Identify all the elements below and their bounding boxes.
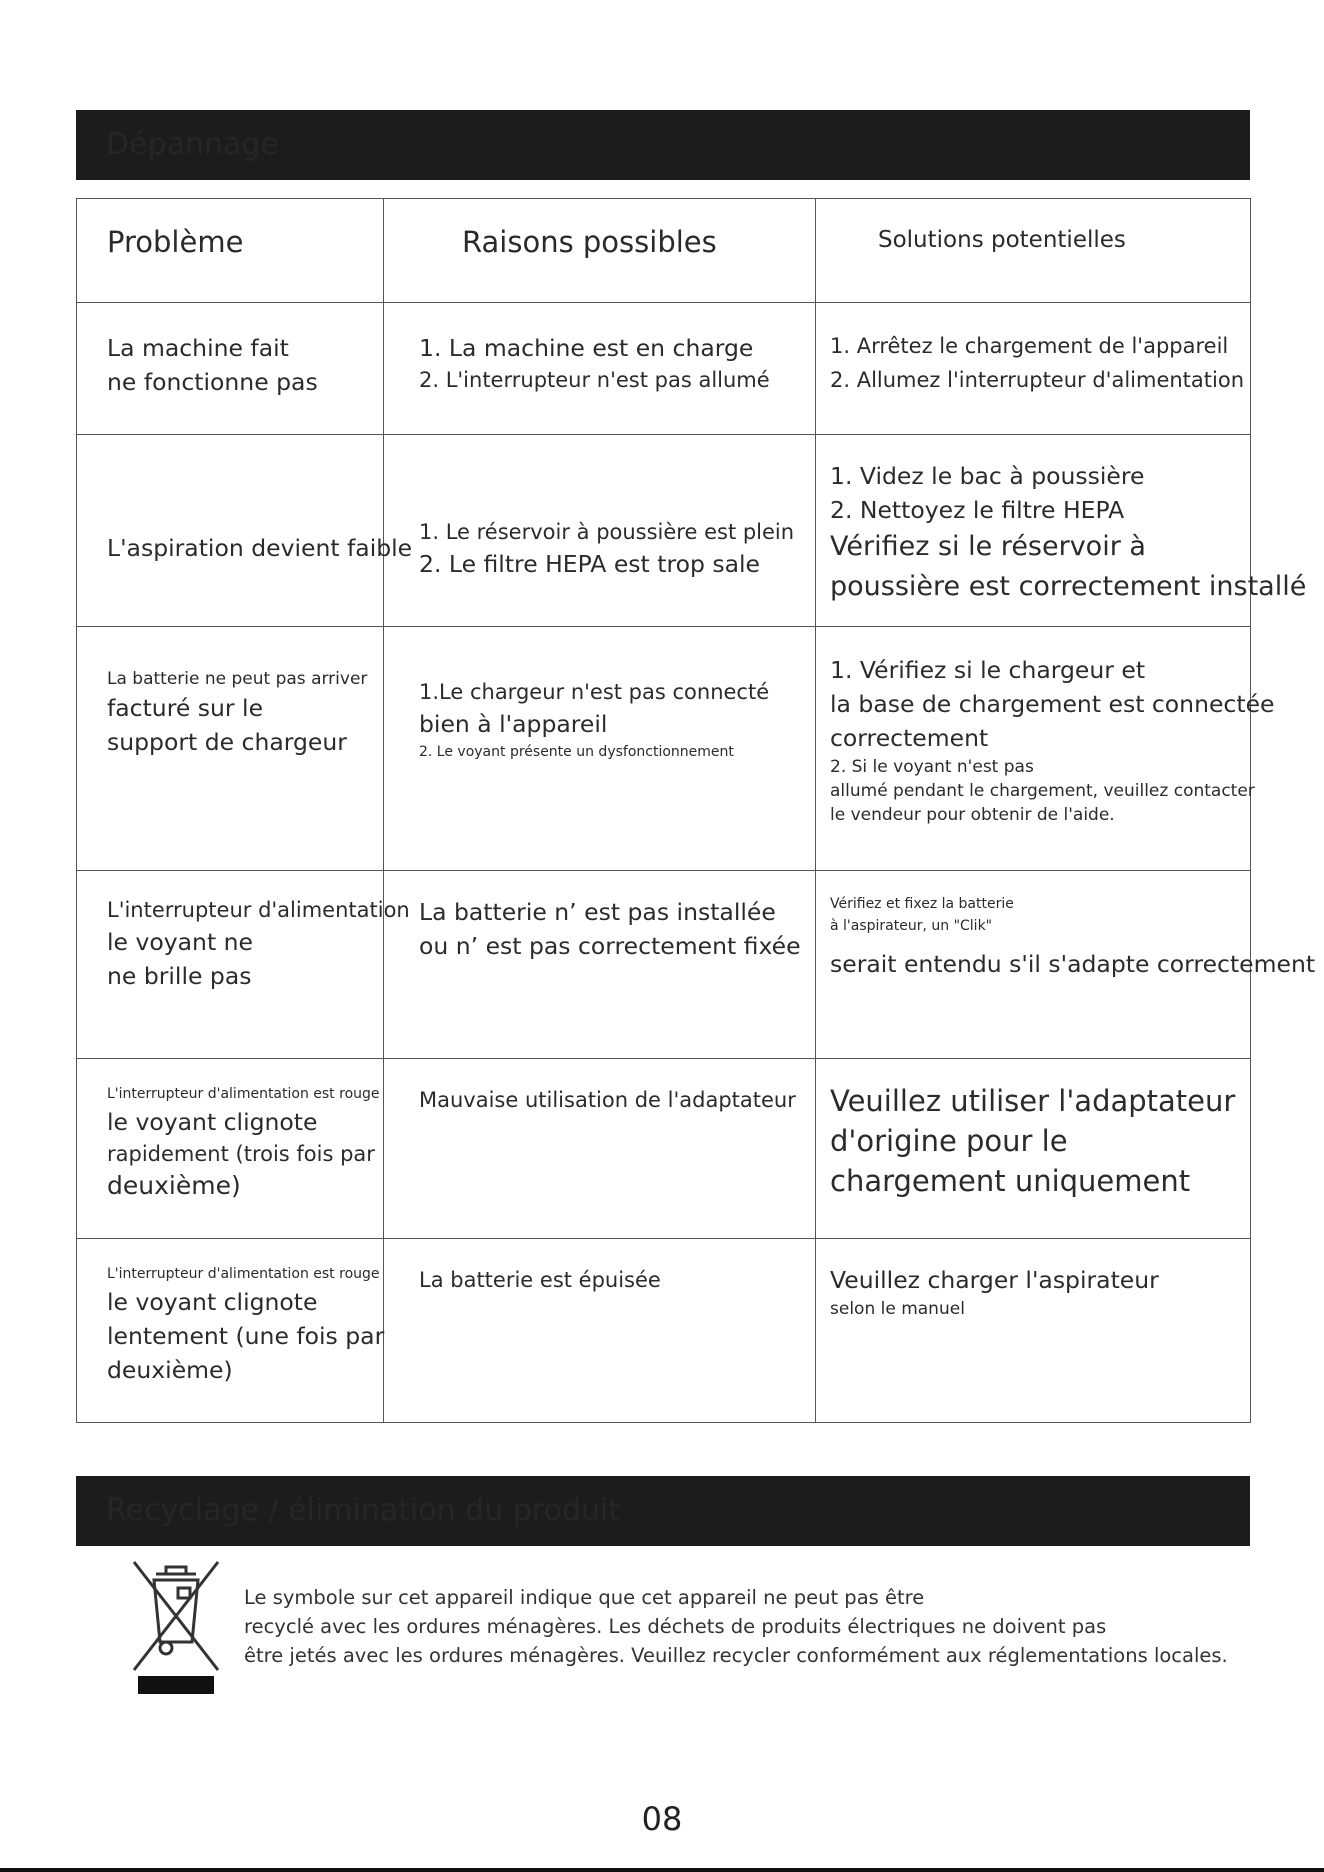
solutions-cell: 1. Videz le bac à poussière 2. Nettoyez le filtre HEPA Vérifiez si le réservoir à poussière est correctement installé: [816, 435, 1251, 627]
recycling-section-header: Recyclage / élimination du produit: [76, 1476, 1250, 1546]
reasons-cell: 1.Le chargeur n'est pas connecté bien à l'appareil 2. Le voyant présente un dysfonctionnement: [384, 627, 816, 871]
reasons-cell: La batterie est épuisée: [384, 1239, 816, 1423]
bottom-divider: [0, 1868, 1324, 1872]
recycling-line: recyclé avec les ordures ménagères. Les déchets de produits électriques ne doivent pas: [244, 1615, 1107, 1638]
troubleshooting-table: [76, 198, 1316, 1423]
header-problem: Problème: [77, 199, 384, 303]
table-row: [77, 871, 1251, 1059]
reasons-cell: La batterie n’ est pas installée ou n’ est pas correctement fixée: [384, 871, 816, 1059]
table-row: [77, 1059, 1251, 1239]
page-number: 08: [641, 1800, 683, 1838]
reasons-cell: 1. Le réservoir à poussière est plein 2. Le filtre HEPA est trop sale: [384, 435, 816, 627]
solutions-cell: Veuillez charger l'aspirateur selon le manuel: [816, 1239, 1251, 1423]
troubleshooting-section-header: Dépannage: [76, 110, 1250, 180]
recycling-notice: [244, 1583, 1228, 1670]
problem-cell: La batterie ne peut pas arriver facturé sur le support de chargeur: [77, 627, 384, 871]
solutions-cell: Veuillez utiliser l'adaptateur d'origine pour le chargement uniquement: [816, 1059, 1251, 1239]
crossed-out-wheelie-bin-icon: [130, 1558, 222, 1698]
header-reasons: Raisons possibles: [384, 199, 816, 303]
table-row: [77, 435, 1251, 627]
problem-cell: L'interrupteur d'alimentation est rouge le voyant clignote rapidement (trois fois par deuxième): [77, 1059, 384, 1239]
problem-cell: La machine fait ne fonctionne pas: [77, 303, 384, 435]
table-row: [77, 1239, 1251, 1423]
table-row: [77, 303, 1251, 435]
reasons-cell: Mauvaise utilisation de l'adaptateur: [384, 1059, 816, 1239]
problem-cell: L'interrupteur d'alimentation est rouge le voyant clignote lentement (une fois par deuxième): [77, 1239, 384, 1423]
table-row: [77, 627, 1251, 871]
reasons-cell: 1. La machine est en charge 2. L'interrupteur n'est pas allumé: [384, 303, 816, 435]
recycling-line: être jetés avec les ordures ménagères. Veuillez recycler conformément aux réglementations locales.: [244, 1644, 1228, 1667]
header-solutions: Solutions potentielles: [816, 199, 1251, 303]
solutions-cell: 1. Arrêtez le chargement de l'appareil 2. Allumez l'interrupteur d'alimentation: [816, 303, 1251, 435]
problem-cell: L'interrupteur d'alimentation le voyant ne ne brille pas: [77, 871, 384, 1059]
table-header-row: [77, 199, 1251, 303]
recycling-line: Le symbole sur cet appareil indique que cet appareil ne peut pas être: [244, 1586, 925, 1609]
solutions-cell: Vérifiez et fixez la batterie à l'aspirateur, un "Clik" serait entendu s'il s'adapte correctement: [816, 871, 1251, 1059]
solutions-cell: 1. Vérifiez si le chargeur et la base de chargement est connectée correctement 2. Si le voyant n'est pas allumé pendant le chargement, veuillez contacter le vendeur pour obtenir de l'aide.: [816, 627, 1251, 871]
problem-cell: L'aspiration devient faible: [77, 435, 384, 627]
